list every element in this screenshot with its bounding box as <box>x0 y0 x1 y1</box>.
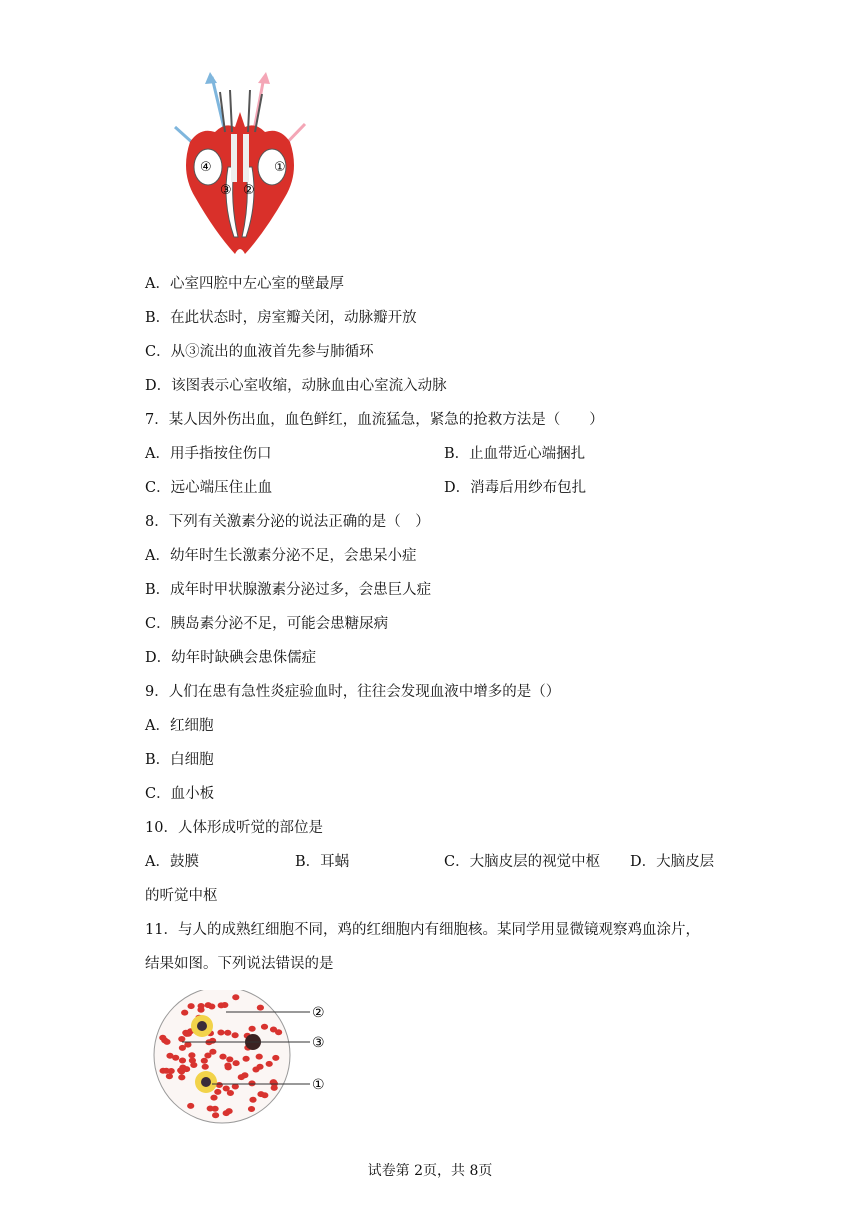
red-blood-cell <box>218 1002 225 1008</box>
q11-stem-line2: 结果如图。下列说法错误的是 <box>145 956 334 972</box>
red-blood-cell <box>212 1112 219 1118</box>
red-blood-cell <box>214 1089 221 1095</box>
q10-option-c: C．大脑皮层的视觉中枢 <box>444 854 601 870</box>
red-blood-cell <box>210 1095 217 1101</box>
q10-stem: 10．人体形成听觉的部位是 <box>145 820 323 836</box>
red-blood-cell <box>223 1086 230 1092</box>
heart-label-4: ④ <box>200 160 212 175</box>
red-blood-cell <box>261 1024 268 1030</box>
q8-option-c: C．胰岛素分泌不足，可能会患糖尿病 <box>145 616 389 632</box>
red-blood-cell <box>226 1108 233 1114</box>
q6-option-d: D．该图表示心室收缩，动脉血由心室流入动脉 <box>145 378 447 394</box>
red-blood-cell <box>252 1067 259 1073</box>
red-blood-cell <box>232 1032 239 1038</box>
red-blood-cell <box>233 1060 240 1066</box>
red-blood-cell <box>201 1058 208 1064</box>
q9-option-c: C．血小板 <box>145 786 215 802</box>
blood-label-2: ② <box>312 1005 325 1021</box>
blood-label-1: ① <box>312 1077 325 1093</box>
red-blood-cell <box>204 1053 211 1059</box>
red-blood-cell <box>270 1027 277 1033</box>
red-blood-cell <box>219 1054 226 1060</box>
q7-stem: 7．某人因外伤出血，血色鲜红，血流猛急，紧急的抢救方法是（ ） <box>145 412 604 428</box>
red-blood-cell <box>188 1003 195 1009</box>
q6-option-a: A．心室四腔中左心室的壁最厚 <box>145 276 344 292</box>
red-blood-cell <box>212 1106 219 1112</box>
q9-option-a: A．红细胞 <box>145 718 214 734</box>
heart-label-3: ③ <box>220 183 232 198</box>
red-blood-cell <box>217 1030 224 1036</box>
red-blood-cell <box>249 1097 256 1103</box>
red-blood-cell <box>249 1026 256 1032</box>
red-blood-cell <box>271 1085 278 1091</box>
q9-option-b: B．白细胞 <box>145 752 214 768</box>
q8-option-a: A．幼年时生长激素分泌不足，会患呆小症 <box>145 548 417 564</box>
q11-stem-line1: 11．与人的成熟红细胞不同，鸡的红细胞内有细胞核。某同学用显微镜观察鸡血涂片， <box>145 922 700 938</box>
red-blood-cell <box>178 1036 185 1042</box>
red-blood-cell <box>179 1045 186 1051</box>
q7-option-b: B．止血带近心端捆扎 <box>444 446 586 462</box>
page-footer: 试卷第 2页，共 8页 <box>367 1163 493 1179</box>
red-blood-cell <box>160 1068 167 1074</box>
red-blood-cell <box>183 1066 190 1072</box>
q8-option-b: B．成年时甲状腺激素分泌过多，会患巨人症 <box>145 582 432 598</box>
red-blood-cell <box>189 1058 196 1064</box>
heart-label-2: ② <box>243 183 255 198</box>
q10-option-d-continued: 的听觉中枢 <box>145 888 218 904</box>
blood-label-3: ③ <box>312 1035 325 1051</box>
red-blood-cell <box>178 1074 185 1080</box>
blood-smear-diagram <box>150 990 340 1130</box>
q7-option-a: A．用手指按住伤口 <box>145 446 272 462</box>
red-blood-cell <box>168 1068 175 1074</box>
red-blood-cell <box>188 1052 195 1058</box>
red-blood-cell <box>238 1074 245 1080</box>
red-blood-cell <box>166 1073 173 1079</box>
red-blood-cell <box>226 1056 233 1062</box>
red-blood-cell <box>224 1063 231 1069</box>
red-blood-cell <box>202 1064 209 1070</box>
red-blood-cell <box>272 1055 279 1061</box>
q6-option-b: B．在此状态时，房室瓣关闭，动脉瓣开放 <box>145 310 417 326</box>
q7-option-c: C．远心端压住止血 <box>145 480 273 496</box>
red-blood-cell <box>166 1053 173 1059</box>
q8-stem: 8．下列有关激素分泌的说法正确的是（ ） <box>145 514 430 530</box>
red-blood-cell <box>256 1054 263 1060</box>
red-blood-cell <box>208 1004 215 1010</box>
q7-option-d: D．消毒后用纱布包扎 <box>444 480 587 496</box>
q9-stem: 9．人们在患有急性炎症验血时，往往会发现血液中增多的是（） <box>145 684 561 700</box>
q8-option-d: D．幼年时缺碘会患侏儒症 <box>145 650 317 666</box>
q10-option-b: B．耳蜗 <box>295 854 350 870</box>
red-blood-cell <box>182 1030 189 1036</box>
heart-diagram <box>170 72 310 257</box>
q10-option-a: A．鼓膜 <box>145 854 199 870</box>
red-blood-cell <box>257 1005 264 1011</box>
red-blood-cell <box>179 1058 186 1064</box>
red-blood-cell <box>266 1061 273 1067</box>
red-blood-cell <box>187 1103 194 1109</box>
q10-option-d: D．大脑皮层 <box>630 854 715 870</box>
heart-label-1: ① <box>274 160 286 175</box>
red-blood-cell <box>224 1030 231 1036</box>
red-blood-cell <box>159 1035 166 1041</box>
red-blood-cell <box>181 1010 188 1016</box>
red-blood-cell <box>261 1092 268 1098</box>
red-blood-cell <box>248 1106 255 1112</box>
red-blood-cell <box>243 1056 250 1062</box>
red-blood-cell <box>248 1080 255 1086</box>
q6-option-c: C．从③流出的血液首先参与肺循环 <box>145 344 374 360</box>
red-blood-cell <box>198 1003 205 1009</box>
red-blood-cell <box>232 994 239 1000</box>
